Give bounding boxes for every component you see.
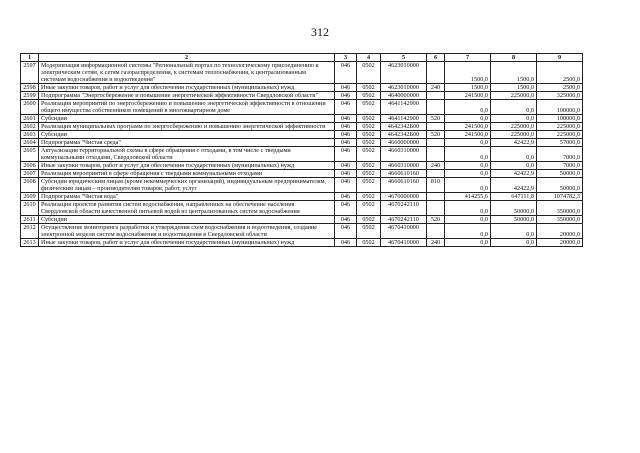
table-row: [21, 239, 583, 247]
amount-year1-cell: 1500,0: [445, 84, 491, 92]
row-name-cell: Реализация муниципальных программ по энергосбережению и повышению энергетической эффективности: [39, 123, 335, 131]
expense-type-cell: [427, 201, 445, 216]
expense-type-cell: [427, 193, 445, 201]
section-code-cell: 0502: [357, 224, 381, 239]
amount-year2-cell: 1500,0: [491, 84, 537, 92]
section-code-cell: 0502: [357, 201, 381, 216]
amount-year1-cell: 241500,0: [445, 123, 491, 131]
amount-year2-cell: 0,0: [491, 100, 537, 115]
target-article-cell: 4660310000: [381, 147, 427, 162]
expense-type-cell: [427, 170, 445, 178]
row-number-cell: 2602: [21, 123, 39, 131]
header-cell: 7: [445, 54, 491, 62]
amount-year2-cell: 0,0: [491, 224, 537, 239]
amount-year2-cell: 225000,0: [491, 131, 537, 139]
amount-year2-cell: 225000,0: [491, 123, 537, 131]
amount-year3-cell: 50000,0: [537, 178, 583, 193]
ved-code-cell: 046: [335, 62, 357, 84]
row-number-cell: 2611: [21, 216, 39, 224]
amount-year2-cell: 1500,0: [491, 62, 537, 84]
section-code-cell: 0502: [357, 239, 381, 247]
table-row: [21, 100, 583, 115]
expense-type-cell: [427, 139, 445, 147]
target-article-cell: 4670242110: [381, 216, 427, 224]
amount-year1-cell: 0,0: [445, 216, 491, 224]
row-number-cell: 2610: [21, 201, 39, 216]
budget-table: [20, 53, 583, 247]
row-name-cell: Подпрограмма "Чистая вода": [39, 193, 335, 201]
amount-year3-cell: 20000,0: [537, 239, 583, 247]
row-number-cell: 2604: [21, 139, 39, 147]
amount-year2-cell: 42422,9: [491, 170, 537, 178]
amount-year1-cell: 0,0: [445, 224, 491, 239]
amount-year1-cell: 0,0: [445, 178, 491, 193]
ved-code-cell: 046: [335, 239, 357, 247]
ved-code-cell: 046: [335, 92, 357, 100]
expense-type-cell: [427, 147, 445, 162]
amount-year2-cell: 42422,9: [491, 178, 537, 193]
section-code-cell: 0502: [357, 131, 381, 139]
amount-year3-cell: 350000,0: [537, 216, 583, 224]
row-name-cell: Субсидии: [39, 131, 335, 139]
ved-code-cell: 046: [335, 139, 357, 147]
row-name-cell: Реализация проектов развития систем водоснабжения, направленных на обеспечение населения Свердловской области качественной питьевой водой из централизованных систем водоснабжения: [39, 201, 335, 216]
row-name-cell: Иные закупки товаров, работ и услуг для обеспечения государственных (муниципальных) нужд: [39, 84, 335, 92]
amount-year3-cell: 325000,0: [537, 92, 583, 100]
row-number-cell: 2606: [21, 162, 39, 170]
amount-year1-cell: 0,0: [445, 100, 491, 115]
table-header-row: [21, 54, 583, 62]
amount-year3-cell: 1074782,3: [537, 193, 583, 201]
ved-code-cell: 046: [335, 100, 357, 115]
expense-type-cell: [427, 123, 445, 131]
ved-code-cell: 046: [335, 170, 357, 178]
ved-code-cell: 046: [335, 216, 357, 224]
row-name-cell: Иные закупки товаров, работ и услуг для обеспечения государственных (муниципальных) нужд: [39, 162, 335, 170]
expense-type-cell: 810: [427, 178, 445, 193]
header-cell: 8: [491, 54, 537, 62]
row-number-cell: 2597: [21, 62, 39, 84]
ved-code-cell: 046: [335, 123, 357, 131]
row-name-cell: Подпрограмма "Энергосбережение и повышение энергетической эффективности Свердловской области": [39, 92, 335, 100]
amount-year3-cell: 2500,0: [537, 84, 583, 92]
row-name-cell: Актуализация территориальной схемы в сфере обращения с отходами, в том числе с твердыми коммунальными отходами, Свердловской области: [39, 147, 335, 162]
section-code-cell: 0502: [357, 139, 381, 147]
amount-year1-cell: 0,0: [445, 139, 491, 147]
amount-year2-cell: 42422,9: [491, 139, 537, 147]
target-article-cell: 4660610160: [381, 178, 427, 193]
amount-year3-cell: 20000,0: [537, 224, 583, 239]
amount-year3-cell: 7000,0: [537, 162, 583, 170]
section-code-cell: 0502: [357, 92, 381, 100]
table-row: [21, 62, 583, 84]
amount-year2-cell: 50000,0: [491, 201, 537, 216]
expense-type-cell: 240: [427, 84, 445, 92]
target-article-cell: 4670410000: [381, 224, 427, 239]
amount-year3-cell: 57000,0: [537, 139, 583, 147]
row-number-cell: 2613: [21, 239, 39, 247]
row-number-cell: 2600: [21, 100, 39, 115]
amount-year3-cell: 350000,0: [537, 201, 583, 216]
table-row: [21, 162, 583, 170]
section-code-cell: 0502: [357, 62, 381, 84]
target-article-cell: 4670242110: [381, 201, 427, 216]
table-row: [21, 170, 583, 178]
amount-year3-cell: 2500,0: [537, 62, 583, 84]
expense-type-cell: 520: [427, 131, 445, 139]
target-article-cell: 4642342Б00: [381, 123, 427, 131]
table-row: [21, 201, 583, 216]
header-cell: 2: [39, 54, 335, 62]
expense-type-cell: 240: [427, 162, 445, 170]
header-cell: 6: [427, 54, 445, 62]
row-name-cell: Модернизация информационной системы "Региональный портал по технологическому присоединению к электрическим сетям, к сетям газораспределения, к системам теплоснабжения, к централизованным системам водоснабжения и водоотведения": [39, 62, 335, 84]
amount-year2-cell: 50000,0: [491, 216, 537, 224]
target-article-cell: 4660310000: [381, 162, 427, 170]
target-article-cell: 4623010000: [381, 84, 427, 92]
table-row: [21, 84, 583, 92]
ved-code-cell: 046: [335, 201, 357, 216]
row-number-cell: 2609: [21, 193, 39, 201]
row-name-cell: Субсидии: [39, 115, 335, 123]
row-name-cell: Иные закупки товаров, работ и услуг для обеспечения государственных (муниципальных) нужд: [39, 239, 335, 247]
expense-type-cell: [427, 92, 445, 100]
amount-year3-cell: 100000,0: [537, 100, 583, 115]
amount-year1-cell: 0,0: [445, 147, 491, 162]
row-number-cell: 2601: [21, 115, 39, 123]
header-cell: 5: [381, 54, 427, 62]
amount-year2-cell: 647111,8: [491, 193, 537, 201]
ved-code-cell: 046: [335, 224, 357, 239]
header-cell: 1: [21, 54, 39, 62]
amount-year1-cell: 241500,0: [445, 92, 491, 100]
target-article-cell: 4670000000: [381, 193, 427, 201]
target-article-cell: 4623010000: [381, 62, 427, 84]
expense-type-cell: [427, 100, 445, 115]
section-code-cell: 0502: [357, 178, 381, 193]
expense-type-cell: [427, 224, 445, 239]
amount-year1-cell: 0,0: [445, 170, 491, 178]
ved-code-cell: 046: [335, 131, 357, 139]
row-name-cell: Субсидии: [39, 216, 335, 224]
section-code-cell: 0502: [357, 123, 381, 131]
amount-year2-cell: 0,0: [491, 239, 537, 247]
target-article-cell: 4660610160: [381, 170, 427, 178]
ved-code-cell: 046: [335, 178, 357, 193]
row-name-cell: Субсидии юридическим лицам (кроме некоммерческих организаций), индивидуальным предпринимателям, физическим лицам – производителям товаров, работ, услуг: [39, 178, 335, 193]
section-code-cell: 0502: [357, 193, 381, 201]
row-number-cell: 2605: [21, 147, 39, 162]
table-row: [21, 178, 583, 193]
table-row: [21, 131, 583, 139]
table-row: [21, 216, 583, 224]
ved-code-cell: 046: [335, 162, 357, 170]
section-code-cell: 0502: [357, 170, 381, 178]
page-number: 312: [311, 25, 329, 39]
ved-code-cell: 046: [335, 147, 357, 162]
target-article-cell: 4641142900: [381, 115, 427, 123]
amount-year2-cell: 225000,0: [491, 92, 537, 100]
section-code-cell: 0502: [357, 115, 381, 123]
target-article-cell: 4660000000: [381, 139, 427, 147]
table-row: [21, 147, 583, 162]
ved-code-cell: 046: [335, 115, 357, 123]
amount-year1-cell: 0,0: [445, 115, 491, 123]
expense-type-cell: 240: [427, 239, 445, 247]
row-name-cell: Осуществление мониторинга разработки и утверждения схем водоснабжения и водоотведения, создание электронной модели систем водоснабжения и водоотведения в Свердловской области: [39, 224, 335, 239]
amount-year1-cell: 414255,6: [445, 193, 491, 201]
amount-year3-cell: 100000,0: [537, 115, 583, 123]
amount-year3-cell: 225000,0: [537, 123, 583, 131]
row-number-cell: 2599: [21, 92, 39, 100]
amount-year2-cell: 0,0: [491, 162, 537, 170]
target-article-cell: 4670410000: [381, 239, 427, 247]
amount-year1-cell: 0,0: [445, 239, 491, 247]
table-row: [21, 123, 583, 131]
table-row: [21, 193, 583, 201]
row-number-cell: 2608: [21, 178, 39, 193]
section-code-cell: 0502: [357, 100, 381, 115]
amount-year2-cell: 0,0: [491, 115, 537, 123]
amount-year1-cell: 241500,0: [445, 131, 491, 139]
header-cell: 4: [357, 54, 381, 62]
row-number-cell: 2607: [21, 170, 39, 178]
row-number-cell: 2598: [21, 84, 39, 92]
expense-type-cell: 520: [427, 115, 445, 123]
table-row: [21, 92, 583, 100]
header-cell: 9: [537, 54, 583, 62]
target-article-cell: 4641142900: [381, 100, 427, 115]
section-code-cell: 0502: [357, 216, 381, 224]
table-row: [21, 224, 583, 239]
ved-code-cell: 046: [335, 84, 357, 92]
amount-year1-cell: 0,0: [445, 162, 491, 170]
expense-type-cell: 520: [427, 216, 445, 224]
target-article-cell: 4640000000: [381, 92, 427, 100]
target-article-cell: 4642342Б00: [381, 131, 427, 139]
amount-year2-cell: 0,0: [491, 147, 537, 162]
section-code-cell: 0502: [357, 147, 381, 162]
ved-code-cell: 046: [335, 193, 357, 201]
amount-year3-cell: 50000,0: [537, 170, 583, 178]
expense-type-cell: [427, 62, 445, 84]
section-code-cell: 0502: [357, 162, 381, 170]
amount-year1-cell: 0,0: [445, 201, 491, 216]
amount-year3-cell: 225000,0: [537, 131, 583, 139]
table-row: [21, 139, 583, 147]
amount-year1-cell: 1500,0: [445, 62, 491, 84]
section-code-cell: 0502: [357, 84, 381, 92]
amount-year3-cell: 7000,0: [537, 147, 583, 162]
row-name-cell: Подпрограмма "Чистая среда": [39, 139, 335, 147]
row-name-cell: Реализация мероприятий в сфере обращения с твердыми коммунальными отходами: [39, 170, 335, 178]
row-name-cell: Реализация мероприятий по энергосбережению и повышению энергетической эффективности в отношении общего имущества собственников помещений в многоквартирном доме: [39, 100, 335, 115]
table-row: [21, 115, 583, 123]
row-number-cell: 2612: [21, 224, 39, 239]
header-cell: 3: [335, 54, 357, 62]
row-number-cell: 2603: [21, 131, 39, 139]
